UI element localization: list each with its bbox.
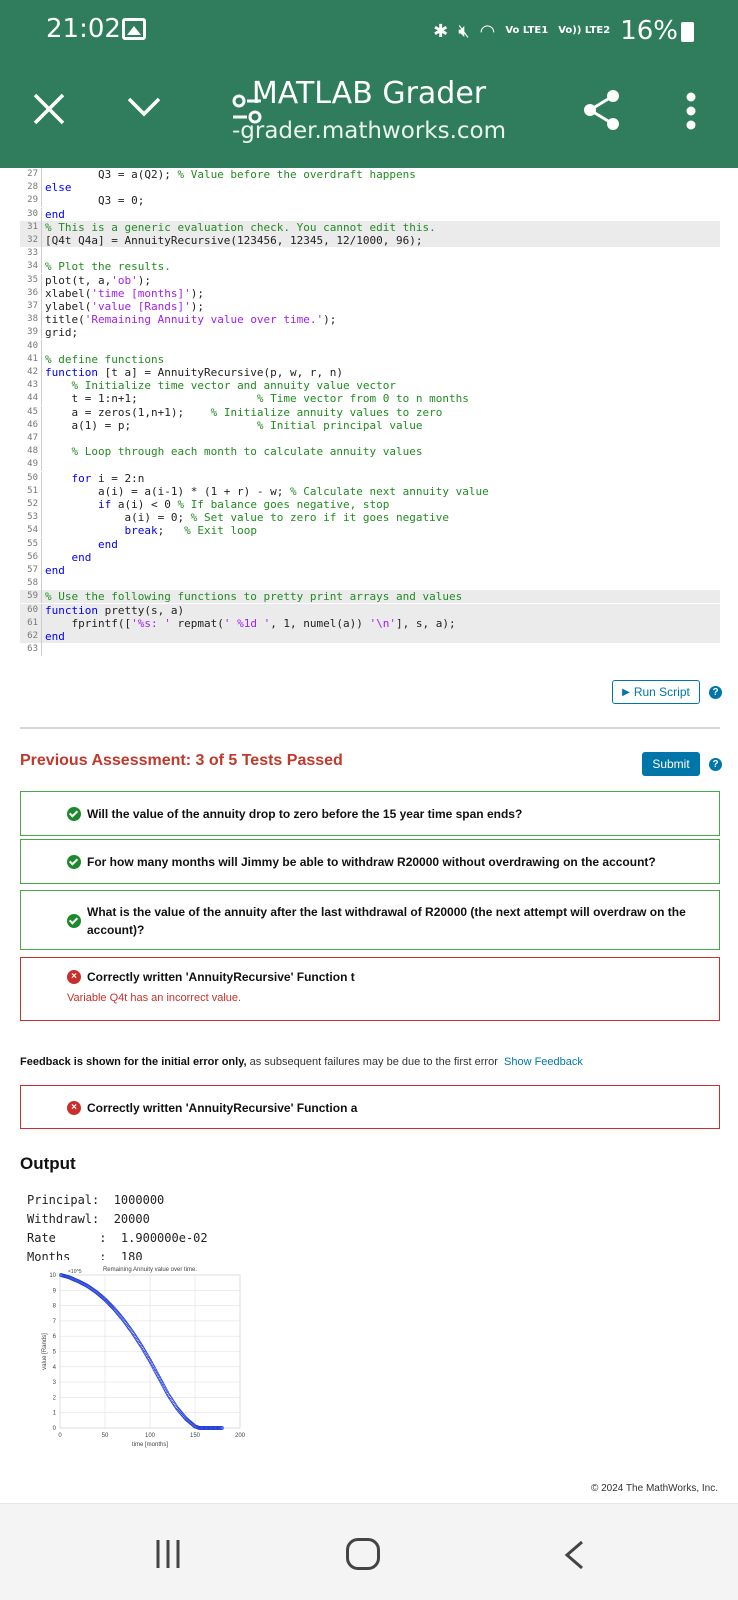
code-line[interactable] [20,551,720,564]
test-result-card[interactable] [20,791,720,836]
test-name: Correctly written 'AnnuityRecursive' Function t [87,970,355,984]
y-exponent-label: ×10^5 [68,1269,82,1275]
code-text: % Use the following functions to pretty print arrays and values [45,590,463,604]
gutter-divider [41,604,42,617]
code-text: a(i) = a(i-1) * (1 + r) - w; % Calculate next annuity value [45,484,489,498]
line-number: 40 [27,340,38,351]
line-number: 29 [27,195,38,206]
gutter-divider [41,379,42,392]
line-number: 58 [27,578,38,589]
error-circle-icon: × [67,1101,81,1115]
lte2-signal-icon: Vo)) LTE2 [558,25,611,36]
code-line[interactable] [20,590,720,603]
gutter-divider [41,221,42,234]
clock: 21:02 [46,14,121,44]
gutter-divider [41,168,42,181]
x-tick-label: 50 [101,1433,109,1439]
code-text: Q3 = a(Q2); % Value before the overdraft happens [45,168,416,181]
section-divider [20,727,720,729]
code-text: end [71,550,92,564]
code-text: function [t a] = AnnuityRecursive(p, w, r, n) [45,366,344,379]
line-number: 31 [27,221,38,232]
submit-help-icon[interactable]: ? [709,758,722,771]
line-number: 28 [27,182,38,193]
gutter-divider [41,234,42,247]
test-name: What is the value of the annuity after the last withdrawal of R20000 (the next attempt will overdraw on the account)? [87,905,686,937]
output-line: Principal: 1000000 [27,1193,165,1207]
gutter-divider [41,445,42,458]
y-tick-label: 3 [52,1380,56,1387]
gutter-divider [41,485,42,498]
line-number: 36 [27,287,38,298]
line-number: 35 [27,274,38,285]
status-icons [433,16,678,46]
code-line[interactable] [20,630,720,643]
y-tick-label: 7 [52,1318,56,1325]
y-axis-label: value [Rands] [42,1333,48,1370]
gutter-divider [41,511,42,524]
gutter-divider [41,340,42,353]
share-icon[interactable] [582,88,622,132]
line-number: 50 [27,472,38,483]
feedback-note [20,1056,583,1068]
code-line[interactable] [20,221,720,234]
line-number: 63 [27,644,38,655]
test-result-card[interactable] [20,957,720,1021]
code-text: % Loop through each month to calculate annuity values [71,445,423,459]
line-number: 41 [27,353,38,364]
gutter-divider [41,630,42,643]
line-number: 52 [27,499,38,509]
y-tick-label: 5 [52,1349,56,1356]
copyright: © 2024 The MathWorks, Inc. [590,1483,718,1494]
more-options-icon[interactable] [686,92,696,130]
code-text: if a(i) < 0 % If balance goes negative, stop [97,498,390,511]
output-line: Withdrawl: 20000 [27,1212,150,1226]
x-tick-label: 200 [234,1433,246,1439]
line-number: 53 [27,512,38,523]
line-number: 27 [27,169,38,179]
line-number: 34 [27,261,38,272]
line-number: 47 [27,433,38,443]
back-icon[interactable] [562,1540,586,1570]
line-number: 60 [27,604,38,615]
test-result-card[interactable] [20,890,720,950]
line-number: 59 [27,591,38,602]
gutter-divider [41,498,42,511]
gutter-divider [41,300,42,313]
code-text: end [97,537,118,551]
line-number: 32 [27,235,38,245]
gallery-notification-icon [122,18,146,40]
line-number: 44 [27,393,38,404]
code-line[interactable] [20,260,720,273]
code-line[interactable] [20,313,720,326]
code-line[interactable] [20,604,720,617]
line-number: 38 [27,314,38,325]
gutter-divider [41,260,42,273]
check-circle-icon [67,914,81,928]
gutter-divider [41,458,42,471]
test-result-card[interactable] [20,839,720,884]
code-text: for i = 2:n [71,471,145,485]
code-line[interactable] [20,287,720,300]
code-text: [Q4t Q4a] = AnnuityRecursive(123456, 12345, 12/1000, 96); [45,234,423,247]
code-line[interactable] [20,326,720,339]
code-text: % define functions [45,352,165,366]
y-tick-label: 4 [52,1364,56,1371]
gutter-divider [41,577,42,590]
test-error-message: Variable Q4t has an incorrect value. [67,992,242,1004]
code-line[interactable] [20,432,720,445]
gutter-divider [41,353,42,366]
line-number: 51 [27,485,38,496]
code-line[interactable] [20,247,720,260]
line-number: 45 [27,406,38,417]
gutter-divider [41,406,42,419]
line-number: 56 [27,551,38,562]
gutter-divider [41,313,42,326]
run-script-button[interactable] [612,680,700,704]
line-number: 57 [27,565,38,575]
gutter-divider [41,524,42,537]
gutter-divider [41,551,42,564]
gutter-divider [41,432,42,445]
code-text: a(1) = p; % Initial principal value [45,418,423,432]
gutter-divider [41,326,42,339]
x-tick-label: 150 [189,1433,201,1439]
recent-apps-icon[interactable] [153,1538,183,1570]
line-number: 61 [27,617,38,628]
code-line[interactable] [20,353,720,366]
home-icon[interactable] [346,1538,380,1570]
assessment-title: Previous Assessment: 3 of 5 Tests Passed [20,752,343,769]
code-text: fprintf(['%s: ' repmat(' %1d ', 1, numel(a)) '\n'], s, a); [45,616,456,630]
code-editor[interactable] [20,168,720,668]
code-line[interactable] [20,564,720,577]
run-script-label: Run Script [633,685,690,699]
code-line[interactable] [20,419,720,432]
y-tick-label: 6 [52,1334,56,1341]
code-line[interactable] [20,577,720,590]
code-line[interactable] [20,340,720,353]
y-tick-label: 1 [52,1410,56,1417]
gutter-divider [41,208,42,221]
annuity-plot [40,1260,268,1452]
line-number: 37 [27,301,38,311]
line-number: 49 [27,459,38,470]
bluetooth-icon: ✱ [433,20,449,42]
gutter-divider [41,287,42,300]
top-bar [0,0,738,168]
test-name: Correctly written 'AnnuityRecursive' Function a [87,1101,358,1115]
page-title: MATLAB Grader [251,76,487,111]
code-line[interactable] [20,445,720,458]
gutter-divider [41,590,42,603]
play-icon: ▶ [622,686,630,698]
run-help-icon[interactable]: ? [709,686,722,699]
line-number: 43 [27,380,38,391]
code-line[interactable] [20,181,720,194]
line-number: 55 [27,538,38,549]
code-text: end [45,207,65,221]
line-number: 46 [27,419,38,430]
code-text: title('Remaining Annuity value over time.'); [45,313,337,327]
status-bar [0,0,738,60]
code-text: t = 1:n+1; % Time vector from 0 to n months [45,392,469,406]
mute-icon: 🔇︎ [458,20,470,42]
code-text: a(i) = 0; % Set value to zero if it goes negative [45,511,449,525]
gutter-divider [41,194,42,207]
battery-percent: 16% [620,16,678,46]
gutter-divider [41,617,42,630]
battery-icon [681,22,694,42]
line-number: 62 [27,631,38,641]
line-number: 42 [27,367,38,377]
code-line[interactable] [20,472,720,485]
code-line[interactable] [20,498,720,511]
lte1-signal-icon: Vo LTE1 [505,25,549,36]
code-line[interactable] [20,379,720,392]
code-line[interactable] [20,208,720,221]
code-line[interactable] [20,524,720,537]
y-tick-label: 8 [52,1303,56,1310]
code-text: ylabel('value [Rands]'); [45,300,204,313]
output-line: Months : 180 [27,1250,143,1264]
code-line[interactable] [20,538,720,551]
gutter-divider [41,366,42,379]
gutter-divider [41,643,42,656]
code-line[interactable] [20,168,720,181]
line-number: 48 [27,446,38,457]
code-text: % Initialize time vector and annuity value vector [71,379,397,393]
check-circle-icon [67,807,81,821]
code-text: grid; [45,326,79,340]
code-text: end [45,564,65,577]
output-line: Rate : 1.900000e-02 [27,1231,208,1245]
code-line[interactable] [20,485,720,498]
code-text: plot(t, a,'ob'); [45,273,151,287]
y-tick-label: 10 [49,1273,56,1279]
code-line[interactable] [20,406,720,419]
y-tick-label: 2 [52,1395,56,1402]
code-line[interactable] [20,300,720,313]
x-axis-label: time [months] [131,1442,169,1448]
android-nav-bar [0,1503,738,1600]
code-line[interactable] [20,194,720,207]
y-tick-label: 9 [52,1288,56,1295]
code-text: % This is a generic evaluation check. You cannot edit this. [45,220,436,234]
gutter-divider [41,392,42,405]
test-name: For how many months will Jimmy be able to withdraw R20000 without overdrawing on the account? [87,855,656,869]
code-line[interactable] [20,366,720,379]
gutter-divider [41,538,42,551]
x-tick-label: 100 [144,1433,156,1439]
code-text: function pretty(s, a) [45,603,185,617]
gutter-divider [41,472,42,485]
y-tick-label: 0 [52,1426,56,1432]
check-circle-icon [67,855,81,869]
line-number: 54 [27,525,38,536]
code-line[interactable] [20,392,720,405]
code-text: % Plot the results. [45,260,171,274]
error-circle-icon: × [67,970,81,984]
code-text: break; % Exit loop [124,524,257,538]
feedback-bold: Feedback is shown for the initial error only, [20,1056,247,1068]
gutter-divider [41,564,42,577]
wifi-icon: ◠ [479,20,496,42]
test-name: Will the value of the annuity drop to zero before the 15 year time span ends? [87,807,523,821]
feedback-text: as subsequent failures may be due to the first error [246,1056,498,1068]
line-number: 33 [27,248,38,259]
code-text: end [45,630,65,643]
plot-title: Remaining Annuity value over time. [102,1267,198,1273]
gutter-divider [41,419,42,432]
x-tick-label: 0 [58,1433,62,1439]
code-line[interactable] [20,617,720,630]
gutter-divider [41,181,42,194]
code-text: else [45,181,72,195]
code-text: a = zeros(1,n+1); % Initialize annuity values to zero [45,405,443,419]
code-line[interactable] [20,458,720,471]
show-feedback-link[interactable]: Show Feedback [504,1056,583,1068]
gutter-divider [41,247,42,260]
code-line[interactable] [20,234,720,247]
code-line[interactable] [20,511,720,524]
code-text: xlabel('time [months]'); [45,286,204,300]
page-url[interactable]: -grader.mathworks.com [231,118,507,144]
line-number: 39 [27,327,38,338]
code-text: Q3 = 0; [45,194,145,208]
gutter-divider [41,274,42,287]
code-line[interactable] [20,274,720,287]
code-line[interactable] [20,643,720,656]
output-heading: Output [20,1154,76,1173]
submit-button[interactable]: Submit [642,752,700,776]
test-result-card[interactable] [20,1085,720,1129]
line-number: 30 [27,208,38,219]
